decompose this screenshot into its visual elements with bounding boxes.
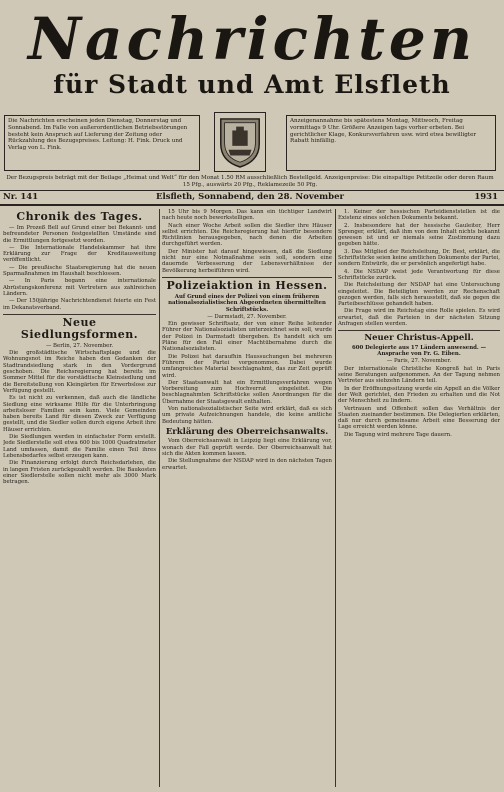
article-paragraph: Es ist nicht zu verkennen, daß auch die ländliche Siedlung eine wirksame Hilfe für die Unterbringung arbeitsloser Familien sein kann. Viele Gemeinden haben bereits Land für diesen Zweck zur Verfügung gestellt, und die Siedler sollen durch eigene Arbeit ihre Häuser errichten. [3,395,156,433]
appeal-heading: Neuer Christus-Appell. [364,333,474,344]
statement-point: 4. Die NSDAP weist jede Verantwortung für diese Schriftstücke zurück. [338,268,500,281]
column-rule [159,209,160,787]
advertising-info-box: Anzeigenannahme bis spätestens Montag, Mittwoch, Freitag vormittags 9 Uhr. Größere Anzeigen tags vorher erbeten. Bei gerichtlicher Klage, Konkursverfahren usw. wird etwa bewilligter Rabatt hinfällig. [286,115,496,171]
coat-of-arms-icon [215,113,265,171]
article-paragraph: Ein gewisser Schriftsatz, der von einer Reihe leitender Führer der Nationalsozialisten unterzeichnet sein soll, wurde der Polizei in Darmstadt übergeben. Es handelt sich um Pläne für den Fall einer Machtübernahme durch die Nationalsozialisten. [162,321,332,353]
chronicle-item: — In Paris begann eine internationale Abrüstungskonferenz mit Vertretern aus zahlreichen Ländern. [3,278,156,297]
article-paragraph: Die großstädtische Wirtschaftsplage und die Wohnungsnot im Reiche haben den Gedanken der Stadtrandsiedlung stark in den Vordergrund geschoben. Die Reichsregierung hat bereits im Sommer Mittel für die vorstädtische Kleinsiedlung und die Bereitstellung von Kleingärten für Erwerbslose zur Verfügung gestellt. [3,350,156,394]
article-paragraph: Der internationale Christliche Kongreß hat in Paris seine Beratungen aufgenommen. An der Tagung nehmen Vertreter aus siebzehn Ländern teil. [338,365,500,385]
masthead-title: Nachrichten [27,5,477,73]
issue-number: Nr. 141 [3,192,39,202]
article-paragraph: Die Polizei hat daraufhin Haussuchungen bei mehreren Führern der Partei vorgenommen. Dabei wurde umfangreiches Material beschlagnahmt, das zur Zeit geprüft wird. [162,353,332,379]
statement-point: 2. Insbesondere hat der hessische Gauleiter, Herr Sprenger, erklärt, daß ihm von dem Inhalt nichts bekannt gewesen ist und er niemals seine Zustimmung dazu gegeben hätte. [338,222,500,248]
article-paragraph: Die Tagung wird mehrere Tage dauern. [344,431,452,438]
price-notice: Der Bezugspreis beträgt mit der Beilage „Heimat und Welt“ für den Monat 1.50 RM ausschließlich Bestellgeld. Anzeigenpreise: Die einspaltige Petitzeile oder deren Raum 15 Pfg., auswärts 20 Pfg., Reklamezeile 50 Pfg. [6,175,494,188]
article-paragraph: Der Staatsanwalt hat ein Ermittlungsverfahren wegen Vorbereitung zum Hochverrat eingeleitet. Die beschlagnahmten Schriftstücke sollen Anordnungen für die Übernahme der Staatsgewalt enthalten. [162,379,332,405]
article-paragraph: 15 Uhr bis 9 Morgen. Das kann ein tüchtiger Landwirt nach heute noch bewerkstelligen. [162,209,332,222]
article-paragraph: Die Reichsleitung der NSDAP hat eine Untersuchung eingeleitet. Die Beteiligten werden zur Rechenschaft gezogen werden, falls sich herausstellt, daß sie gegen die Parteibeschlüsse gehandelt haben. [338,282,500,308]
article-paragraph: Der Minister hat darauf hingewiesen, daß die Siedlung nicht nur eine Notmaßnahme sein soll, sondern eine dauernde Verbesserung der Lebensverhältnisse der Bevölkerung herbeiführen wird. [162,248,332,274]
chronicle-item: — Im Prozeß Bell auf Grund einer bei Bekannt- und befreundeter Personen festgestellten Umstände sind die Ermittlungen fortgesetzt worden. [3,225,156,244]
police-action-dateline: — Darmstadt, 27. November. [207,313,287,320]
divider [338,330,500,331]
issue-year: 1931 [474,192,498,202]
appeal-dateline: — Paris, 27. November. [386,358,452,365]
chronicle-item: — Die Internationale Handelskammer hat ihre Erklärung zur Frage der Kreditausweitung veröffentlicht. [3,244,156,264]
masthead-subtitle: für Stadt und Amt Elsfleth [53,70,451,99]
chronicle-item: — Der 150jährige Nachrichtendienst feierte ein Fest im Dekanatsverband. [3,298,156,311]
article-paragraph: Die Stellungnahme der NSDAP wird in den nächsten Tagen erwartet. [162,458,332,471]
article-paragraph: Von nationalsozialistischer Seite wird erklärt, daß es sich um private Aufzeichnungen handele, die keine amtliche Bedeutung hätten. [162,406,332,425]
article-paragraph: Vom Oberreichsanwalt in Leipzig liegt eine Erklärung vor, wonach der Fall geprüft werde. Der Oberreichsanwalt hat sich die Akten kommen lassen. [162,438,332,457]
settlement-dateline: — Berlin, 27. November. [45,342,114,349]
column-right [338,209,500,787]
column-middle [162,209,332,787]
divider [3,314,156,315]
subscription-info-box: Die Nachrichten erscheinen jeden Dienstag, Donnerstag und Sonnabend. Im Falle von außerordentlichen Betriebsstörungen besteht kein Anspruch auf Lieferung der Zeitung oder Rückzahlung des Bezugspreises. Leitung: H. Fink. Druck und Verlag von L. Fink. [4,115,200,171]
article-paragraph: In der Eröffnungssitzung wurde ein Appell an die Völker der Welt gerichtet, den Frieden zu erhalten und die Not der Menschheit zu lindern. [338,385,500,405]
settlement-heading: Neue Siedlungsformen. [20,315,139,341]
police-action-heading: Polizeiaktion in Hessen. [166,278,328,292]
article-paragraph: Vertrauen und Offenheit sollen das Verhältnis der Staaten zueinander bestimmen. Die Delegierten erklärten, daß nur durch gemeinsame Arbeit eine Besserung der Lage erreicht werden könne. [338,405,500,431]
chronicle-heading: Chronik des Tages. [16,210,143,223]
article-paragraph: Nach einer Woche Arbeit sollen die Siedler ihre Häuser selbst errichten. Die Reichsregierung hat hierfür besondere Richtlinien herausgegeben, nach denen die Arbeiten durchgeführt werden. [162,222,332,248]
chronicle-item: — Die preußische Staatsregierung hat die neuen Sparmaßnahmen im Haushalt beschlossen. [3,264,156,278]
column-rule [335,209,336,787]
issue-date-bar [0,190,504,206]
prosecutor-heading: Erklärung des Oberreichsanwalts. [165,426,329,437]
divider [162,277,332,278]
appeal-subheading: 600 Delegierte aus 17 Ländern anwesend. — Ansprache von Fr. G. Eiben. [351,344,487,358]
town-crest-icon [214,112,266,172]
article-paragraph: Die Finanzierung erfolgt durch Reichsdarlehen, die in langen Fristen zurückgezahlt werden. Die Baukosten einer Siedlerstelle sollen nicht mehr als 3000 Mark betragen. [3,460,156,486]
statement-point: 3. Das Mitglied der Reichsleitung, Dr. Best, erklärt, die Schriftstücke seien keine amtlichen Dokumente der Partei, sondern Entwürfe, die er persönlich angefertigt habe. [338,248,500,268]
column-left [3,209,156,787]
article-paragraph: Die Siedlungen werden in einfachster Form erstellt. Jede Siedlerstelle soll etwa 600 bis 1000 Quadratmeter Land umfassen, damit die Familie einen Teil ihres Lebensbedarfes selbst erzeugen kann. [3,434,156,459]
issue-date: Elsfleth, Sonnabend, den 28. November [155,192,345,202]
statement-point: 1. Keiner der hessischen Parteidienststellen ist die Existenz eines solchen Dokuments bekannt. [338,209,500,222]
article-paragraph: Die Frage wird im Reichstag eine Rolle spielen. Es wird erwartet, daß die Parteien in der nächsten Sitzung Anfragen stellen werden. [338,308,500,328]
police-action-subheading: Auf Grund eines der Polizei von einem früheren nationalsozialistischen Abgeordneten übermittelten Schriftstücks. [168,293,326,313]
